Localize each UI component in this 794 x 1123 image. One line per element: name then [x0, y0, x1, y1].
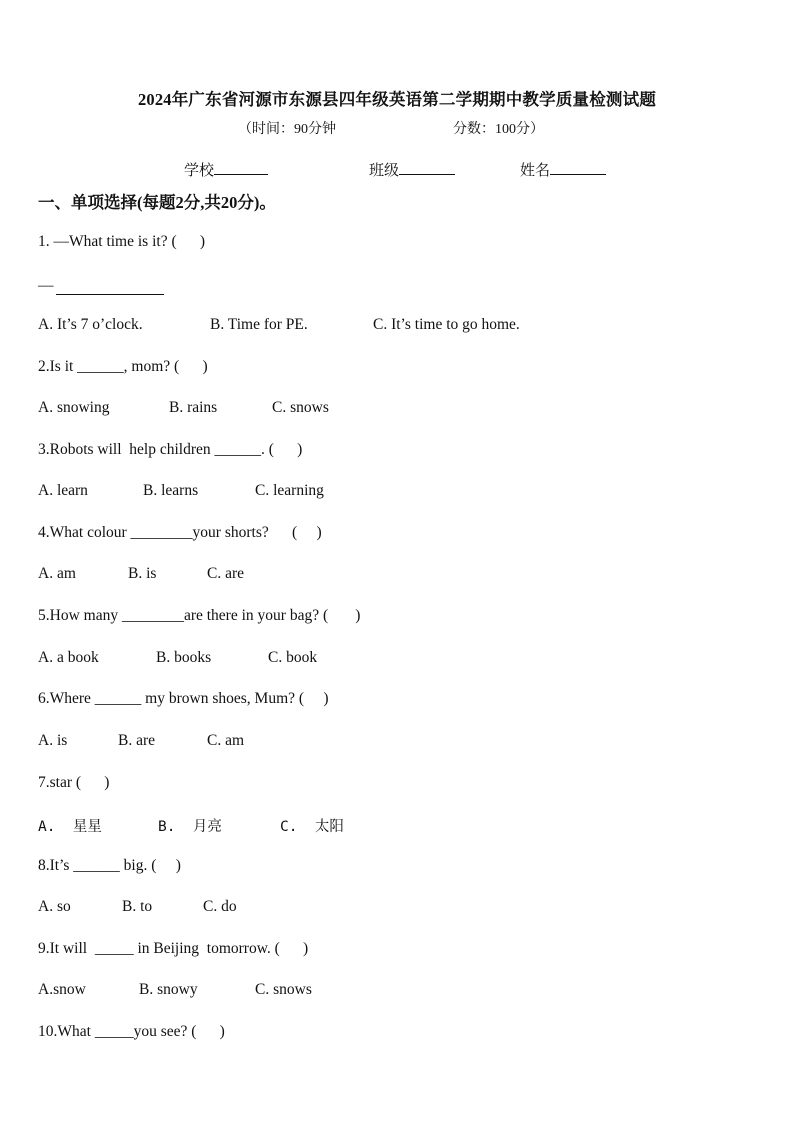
question-1-answer-line	[38, 277, 164, 295]
question-9-option-b: B. snowy	[139, 981, 198, 998]
question-8-stem: 8.It’s ______ big. ( )	[38, 857, 181, 874]
name-blank[interactable]	[550, 160, 606, 175]
class-label: 班级	[369, 163, 400, 179]
question-7-option-c: C. 太阳	[280, 819, 344, 835]
question-4-option-c: C. are	[207, 565, 245, 582]
question-6-option-c: C. am	[207, 732, 245, 749]
question-4-option-b: B. is	[128, 565, 157, 582]
question-5-option-c: C. book	[268, 649, 318, 666]
exam-time: （时间：90分钟	[238, 122, 336, 137]
question-9-option-a: A.snow	[38, 981, 86, 998]
answer-blank[interactable]	[56, 280, 164, 295]
question-1-option-c: C. It’s time to go home.	[373, 316, 520, 333]
question-4-stem: 4.What colour ________your shorts? ( )	[38, 524, 322, 541]
question-2-option-c: C. snows	[272, 399, 329, 416]
question-2-option-b: B. rains	[169, 399, 218, 416]
exam-title: 2024年广东省河源市东源县四年级英语第二学期期中教学质量检测试题	[137, 90, 657, 109]
question-6-stem: 6.Where ______ my brown shoes, Mum? ( )	[38, 690, 329, 707]
question-6-option-b: B. are	[118, 732, 156, 749]
question-1-stem: 1. —What time is it? ( )	[38, 233, 206, 250]
school-blank[interactable]	[214, 160, 268, 175]
question-8-option-c: C. do	[203, 898, 237, 915]
school-label: 学校	[184, 163, 215, 179]
school-field	[184, 159, 268, 180]
question-1-option-a: A. It’s 7 o’clock.	[38, 316, 143, 333]
question-4-option-a: A. am	[38, 565, 76, 582]
question-7-option-a: A. 星星	[38, 819, 102, 835]
class-field	[369, 159, 455, 180]
question-7-stem: 7.star ( )	[38, 774, 110, 791]
section-title: 一、单项选择(每题2分,共20分)。	[38, 193, 276, 212]
question-1-option-b: B. Time for PE.	[210, 316, 308, 333]
question-7-option-b: B. 月亮	[158, 819, 222, 835]
question-5-option-a: A. a book	[38, 649, 99, 666]
question-9-option-c: C. snows	[255, 981, 312, 998]
answer-dash: —	[38, 277, 54, 294]
question-10-stem: 10.What _____you see? ( )	[38, 1023, 225, 1040]
question-3-option-c: C. learning	[255, 482, 324, 499]
question-3-option-a: A. learn	[38, 482, 88, 499]
question-3-option-b: B. learns	[143, 482, 199, 499]
question-8-option-b: B. to	[122, 898, 153, 915]
name-field	[520, 159, 606, 180]
question-9-stem: 9.It will _____ in Beijing tomorrow. ( )	[38, 940, 309, 957]
question-2-option-a: A. snowing	[38, 399, 110, 416]
question-5-stem: 5.How many ________are there in your bag? ( )	[38, 607, 361, 624]
class-blank[interactable]	[399, 160, 455, 175]
question-2-stem: 2.Is it ______, mom? ( )	[38, 358, 208, 375]
question-3-stem: 3.Robots will help children ______. ( )	[38, 441, 303, 458]
question-6-option-a: A. is	[38, 732, 68, 749]
name-label: 姓名	[520, 163, 551, 179]
question-5-option-b: B. books	[156, 649, 212, 666]
exam-score: 分数：100分）	[453, 122, 544, 137]
question-8-option-a: A. so	[38, 898, 71, 915]
